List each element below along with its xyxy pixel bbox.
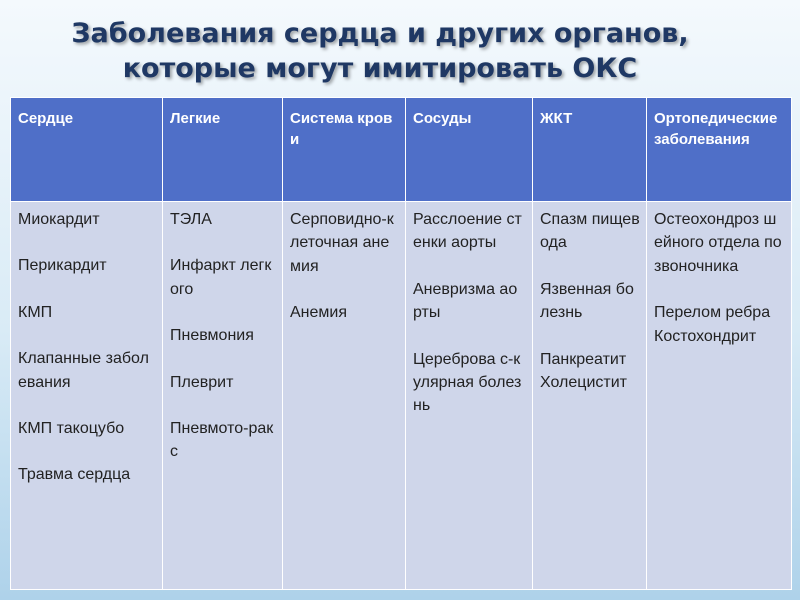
slide-title <box>0 16 760 86</box>
list-item: Пневмото-ракс <box>170 420 274 461</box>
column-heart <box>11 202 163 590</box>
list-item: Язвенная болезнь <box>540 280 634 322</box>
header-vessels: Сосуды <box>406 98 533 202</box>
list-item: Панкреатит <box>540 350 627 368</box>
column-gi-tract <box>533 202 647 590</box>
header-lungs: Легкие <box>163 98 283 202</box>
differential-diagnosis-table <box>10 97 792 590</box>
list-item: Травма сердца <box>18 466 131 484</box>
table-row <box>11 202 792 590</box>
list-item: Миокардит <box>18 211 100 228</box>
list-item: Остеохондроз шейного отдела позвоночника <box>654 211 782 275</box>
list-item: Аневризма аорты <box>413 280 518 322</box>
table-header-row <box>11 98 792 202</box>
header-orthopedic: Ортопедические заболевания <box>647 98 792 202</box>
list-item: Перикардит <box>18 257 107 275</box>
header-heart: Сердце <box>11 98 163 202</box>
list-item: Цереброва с-кулярная болезнь <box>413 350 522 415</box>
column-vessels <box>406 202 533 590</box>
header-blood-system: Система крови <box>283 98 406 202</box>
column-blood-system <box>283 202 406 590</box>
list-item: Расслоение стенки аорты <box>413 211 522 252</box>
list-item: Анемия <box>290 304 348 322</box>
list-item: Костохондрит <box>654 327 757 345</box>
column-lungs <box>163 202 283 590</box>
column-orthopedic <box>647 202 792 590</box>
slide-title-line-2: которые могут имитировать ОКС <box>122 53 638 84</box>
slide-title-line-1: Заболевания сердца и других органов, <box>71 18 689 49</box>
list-item: ТЭЛА <box>170 211 212 228</box>
list-item: Спазм пищевода <box>540 211 640 252</box>
list-item: Перелом ребра <box>654 304 771 322</box>
list-item: Холецистит <box>540 374 627 392</box>
list-item: Клапанные заболевания <box>18 350 149 391</box>
list-item: Инфаркт легкого <box>170 257 272 298</box>
list-item: Пневмония <box>170 327 254 345</box>
list-item: Серповидно-клеточная анемия <box>290 211 394 275</box>
list-item: Плеврит <box>170 373 234 391</box>
header-gi-tract: ЖКТ <box>533 98 647 202</box>
list-item: КМП такоцубо <box>18 420 125 438</box>
list-item: КМП <box>18 303 53 321</box>
